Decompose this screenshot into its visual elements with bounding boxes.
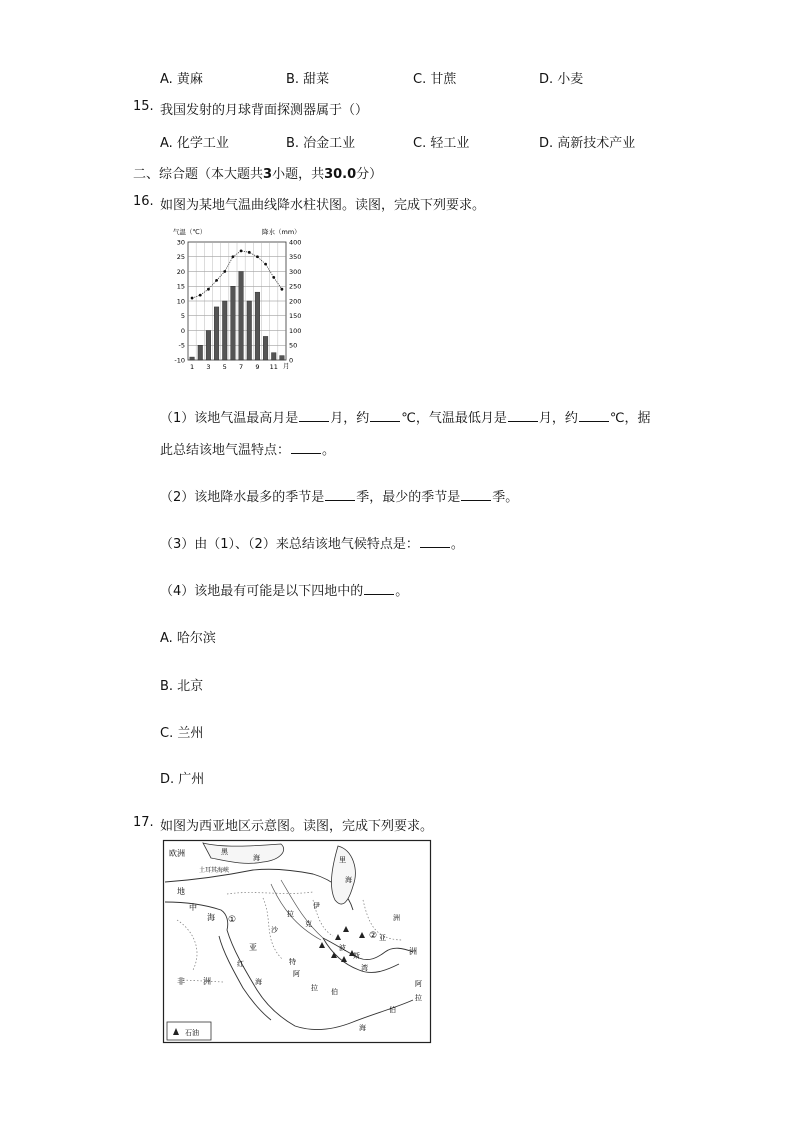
q16-choice-d: D. 广州 (160, 772, 205, 787)
temperature-point (264, 263, 267, 266)
q16-sub3-text-a: （3）由（1）、（2）来总结该地气候特点是： (160, 537, 419, 552)
label-redsea-1: 红 (237, 960, 244, 968)
right-tick-label: 150 (289, 312, 302, 321)
section-count: 3 (263, 167, 273, 182)
q14-option-b: B. 甜菜 (286, 72, 330, 87)
label-arab-r2: 拉 (415, 994, 422, 1002)
precip-bar (263, 336, 268, 360)
right-tick-label: 200 (289, 297, 302, 306)
label-black-2: 海 (253, 854, 260, 862)
temperature-point (272, 276, 275, 279)
q14-option-c: C. 甘蔗 (413, 72, 457, 87)
temperature-point (256, 255, 259, 258)
section-heading (133, 163, 382, 182)
q16-sub1-text-a: （1）该地气温最高月是 (160, 411, 299, 426)
right-tick-label: 350 (289, 253, 302, 262)
climate-chart (166, 224, 302, 374)
label-persian-2: 斯 (353, 952, 360, 960)
q16-sub4 (160, 580, 408, 599)
q16-text: 如图为某地气温曲线降水柱状图。读图，完成下列要求。 (160, 198, 486, 213)
chart-ylabel-left: 气温（℃） (173, 228, 207, 236)
chart-xlabel-unit: 月 (283, 362, 290, 370)
q16-sub2-text-c: 季。 (492, 490, 519, 505)
temperature-point (281, 288, 284, 291)
label-black-1: 黑 (221, 848, 228, 856)
blank-8[interactable] (420, 546, 450, 548)
precip-bar (190, 357, 195, 360)
q16-choice-b: B. 北京 (160, 679, 204, 694)
label-caspian-2: 海 (345, 876, 352, 884)
q16-sub2-text-b: 季，最少的季节是 (356, 490, 461, 505)
blank-4[interactable] (579, 420, 609, 422)
x-tick-label: 7 (239, 363, 244, 371)
left-tick-label: 15 (176, 282, 185, 291)
blank-1[interactable] (299, 420, 329, 422)
right-tick-label: 300 (289, 267, 302, 276)
temperature-point (232, 255, 235, 258)
label-arabia-2: 拉 (311, 984, 318, 992)
blank-6[interactable] (325, 499, 355, 501)
temperature-point (191, 297, 194, 300)
label-asia-r1: 亚 (379, 934, 386, 942)
section-score: 30.0 (324, 167, 357, 182)
label-med-3: 海 (207, 913, 215, 922)
left-tick-label: 30 (176, 238, 185, 247)
marker-1: ① (228, 915, 237, 925)
left-tick-label: 10 (176, 297, 185, 306)
label-strait: 土耳其海峡 (199, 867, 230, 874)
label-arabia-1: 阿 (293, 970, 300, 978)
label-iraq-1: 拉 (287, 910, 294, 918)
q16-choice-a: A. 哈尔滨 (160, 631, 216, 646)
left-tick-label: 0 (180, 326, 185, 335)
right-tick-label: 400 (289, 238, 302, 247)
x-tick-label: 3 (206, 363, 211, 371)
section-suffix: 分） (356, 167, 383, 182)
left-tick-label: 25 (176, 253, 185, 262)
precip-bar (231, 286, 236, 360)
label-europe: 欧洲 (169, 849, 185, 858)
label-persian-1: 波 (339, 944, 346, 952)
blank-5[interactable] (291, 452, 321, 454)
left-tick-label: 5 (180, 312, 185, 321)
label-redsea-2: 海 (255, 978, 262, 986)
west-asia-map (163, 840, 431, 1043)
label-asia-r2: 洲 (393, 914, 400, 922)
blank-3[interactable] (508, 420, 538, 422)
precip-bar (247, 301, 252, 360)
chart-ylabel-right: 降水（mm） (262, 228, 301, 236)
temperature-point (223, 270, 226, 273)
q16-sub2-text-a: （2）该地降水最多的季节是 (160, 490, 325, 505)
x-tick-label: 5 (222, 363, 227, 371)
left-tick-label: -10 (174, 356, 185, 365)
blank-9[interactable] (364, 593, 394, 595)
q16-sub1-text-b: 月，约 (330, 411, 370, 426)
x-tick-label: 11 (269, 363, 278, 371)
temperature-point (215, 279, 218, 282)
q15-option-a: A. 化学工业 (160, 136, 229, 151)
label-arabia-3: 伯 (331, 988, 338, 996)
marker-2: ② (369, 931, 378, 941)
section-middle: 小题，共 (272, 167, 325, 182)
q15-option-c: C. 轻工业 (413, 136, 470, 151)
label-iraq-2: 克 (305, 920, 312, 928)
q14-option-d: D. 小麦 (539, 72, 584, 87)
x-tick-label: 9 (255, 363, 260, 371)
q17-number: 17. (133, 815, 154, 830)
left-tick-label: -5 (178, 341, 185, 350)
left-tick-label: 20 (176, 267, 185, 276)
q16-sub1-line1 (160, 407, 651, 426)
x-tick-label: 1 (190, 363, 195, 371)
q16-sub3 (160, 533, 464, 552)
precip-bar (198, 345, 203, 360)
q15-text: 我国发射的月球背面探测器属于（） (160, 103, 369, 118)
precip-bar (222, 301, 227, 360)
label-asia-1: 亚 (249, 943, 257, 952)
q16-sub3-text-b: 。 (450, 537, 464, 552)
right-tick-label: 0 (289, 356, 294, 365)
label-arab-r1: 阿 (415, 980, 422, 988)
label-africa-1: 非 (177, 977, 185, 986)
label-saudi-2: 特 (289, 958, 296, 966)
label-caspian-1: 里 (339, 856, 346, 864)
q16-sub1-text-c: ℃，气温最低月是 (401, 411, 507, 426)
label-arab-r3: 伯 (389, 1006, 396, 1014)
q16-sub1-text-e: ℃，据 (609, 411, 651, 426)
label-saudi-1: 沙 (271, 926, 278, 934)
section-prefix: 二、综合题（本大题共 (133, 167, 264, 182)
precip-bar (239, 272, 244, 361)
q17-text: 如图为西亚地区示意图。读图，完成下列要求。 (160, 819, 434, 834)
q16-sub2 (160, 486, 518, 505)
q15-option-d: D. 高新技术产业 (539, 136, 636, 151)
precip-bar (255, 292, 260, 360)
q16-sub1-text-f: 此总结该地气温特点： (160, 443, 291, 458)
precip-bar (206, 331, 211, 361)
label-asia-2: 洲 (409, 947, 417, 956)
q15-number: 15. (133, 99, 154, 114)
right-tick-label: 250 (289, 282, 302, 291)
blank-7[interactable] (461, 499, 491, 501)
precip-bar (214, 307, 219, 360)
right-tick-label: 50 (289, 341, 298, 350)
right-tick-label: 100 (289, 326, 302, 335)
legend-label: 石油 (185, 1029, 199, 1037)
label-africa-2: 洲 (203, 977, 211, 986)
temperature-point (240, 249, 243, 252)
q15-option-b: B. 冶金工业 (286, 136, 356, 151)
q16-sub4-text-b: 。 (395, 584, 409, 599)
q16-sub4-text-a: （4）该地最有可能是以下四地中的 (160, 584, 364, 599)
precip-bar (271, 353, 276, 360)
q16-choice-c: C. 兰州 (160, 726, 204, 741)
q16-sub1-text-g: 。 (322, 443, 336, 458)
q16-sub1-line2 (160, 439, 335, 458)
label-persian-3: 湾 (361, 964, 368, 972)
precip-bar (280, 356, 285, 360)
q16-sub1-text-d: 月，约 (538, 411, 578, 426)
label-iran: 伊 (313, 902, 320, 910)
temperature-point (199, 294, 202, 297)
blank-2[interactable] (370, 420, 400, 422)
q16-number: 16. (133, 194, 154, 209)
q14-option-a: A. 黄麻 (160, 72, 203, 87)
temperature-point (207, 288, 210, 291)
label-med-2: 中 (189, 903, 197, 912)
label-med-1: 地 (177, 887, 185, 896)
temperature-point (248, 251, 251, 254)
label-sea-r: 海 (359, 1024, 366, 1032)
